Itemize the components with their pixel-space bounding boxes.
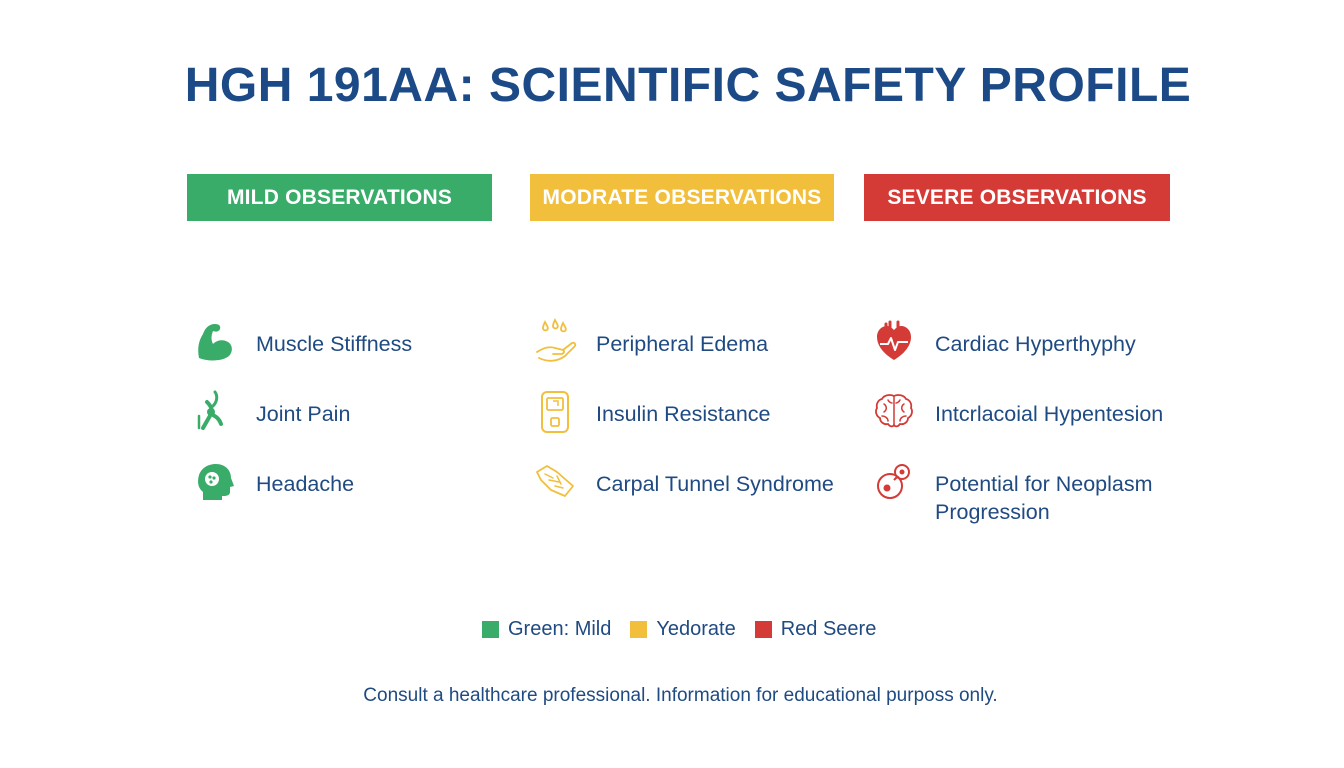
legend-severe: Red Seere: [755, 618, 877, 641]
legend-swatch-yellow: [630, 621, 647, 638]
list-item: Muscle Stiffness: [193, 318, 506, 366]
page-title: HGH 191AA: SCIENTIFIC SAFETY PROFILE: [184, 59, 1192, 112]
brain-icon: [872, 388, 916, 436]
legend-moderate: Yedorate: [630, 618, 735, 641]
list-item: Cardiac Hyperthyphy: [872, 318, 1185, 366]
moderate-header: MODRATE OBSERVATIONS: [530, 174, 834, 221]
list-item: Peripheral Edema: [533, 318, 846, 366]
list-item: Potential for Neoplasm Progression: [872, 458, 1185, 526]
legend-swatch-green: [482, 621, 499, 638]
mild-header: MILD OBSERVATIONS: [187, 174, 492, 221]
flexed-arm-icon: [193, 318, 237, 366]
legend-swatch-red: [755, 621, 772, 638]
disclaimer: Consult a healthcare professional. Information for educational purposs only.: [363, 685, 998, 706]
head-icon: [193, 458, 237, 506]
legend-mild: Green: Mild: [482, 618, 611, 641]
severe-header: SEVERE OBSERVATIONS: [864, 174, 1170, 221]
hand-droplets-icon: [533, 318, 577, 366]
wrist-icon: [533, 458, 577, 506]
list-item: Carpal Tunnel Syndrome: [533, 458, 846, 506]
legend: [482, 618, 895, 641]
list-item: Insulin Resistance: [533, 388, 846, 436]
glucose-meter-icon: [533, 388, 577, 436]
category-headers: [0, 174, 1344, 222]
list-item: Joint Pain: [193, 388, 506, 436]
joint-icon: [193, 388, 237, 436]
list-item: Intcrlacoial Hypentesion: [872, 388, 1185, 436]
list-item: Headache: [193, 458, 506, 506]
heart-icon: [872, 318, 916, 366]
cell-icon: [872, 458, 916, 506]
